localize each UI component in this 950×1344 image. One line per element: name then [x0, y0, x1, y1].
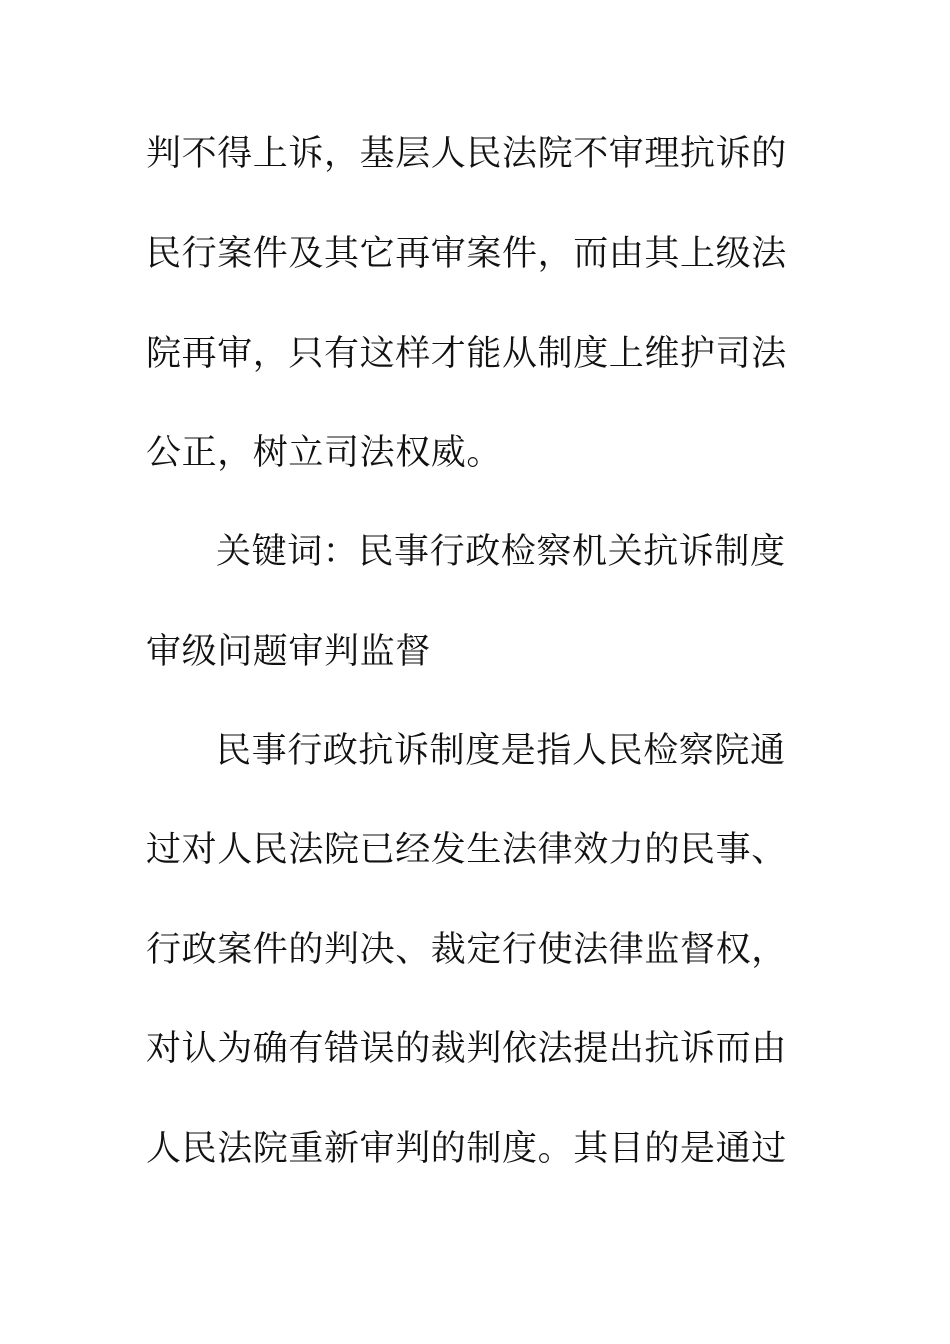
paragraph-line: 公正，树立司法权威。 — [146, 433, 503, 473]
paragraph-line: 过对人民法院已经发生法律效力的民事、 — [146, 830, 787, 870]
paragraph-line: 民事行政抗诉制度是指人民检察院通 — [216, 731, 786, 771]
paragraph-line: 民行案件及其它再审案件，而由其上级法 — [146, 234, 787, 274]
paragraph-line: 院再审，只有这样才能从制度上维护司法 — [146, 334, 787, 374]
paragraph-line: 行政案件的判决、裁定行使法律监督权， — [146, 930, 787, 970]
paragraph-line: 人民法院重新审判的制度。其目的是通过 — [146, 1129, 787, 1169]
paragraph-line: 对认为确有错误的裁判依法提出抗诉而由 — [146, 1029, 787, 1069]
keywords-continuation: 审级问题审判监督 — [146, 632, 431, 672]
paragraph-line: 判不得上诉，基层人民法院不审理抗诉的 — [146, 134, 787, 174]
keywords-line: 关键词：民事行政检察机关抗诉制度 — [216, 532, 786, 572]
